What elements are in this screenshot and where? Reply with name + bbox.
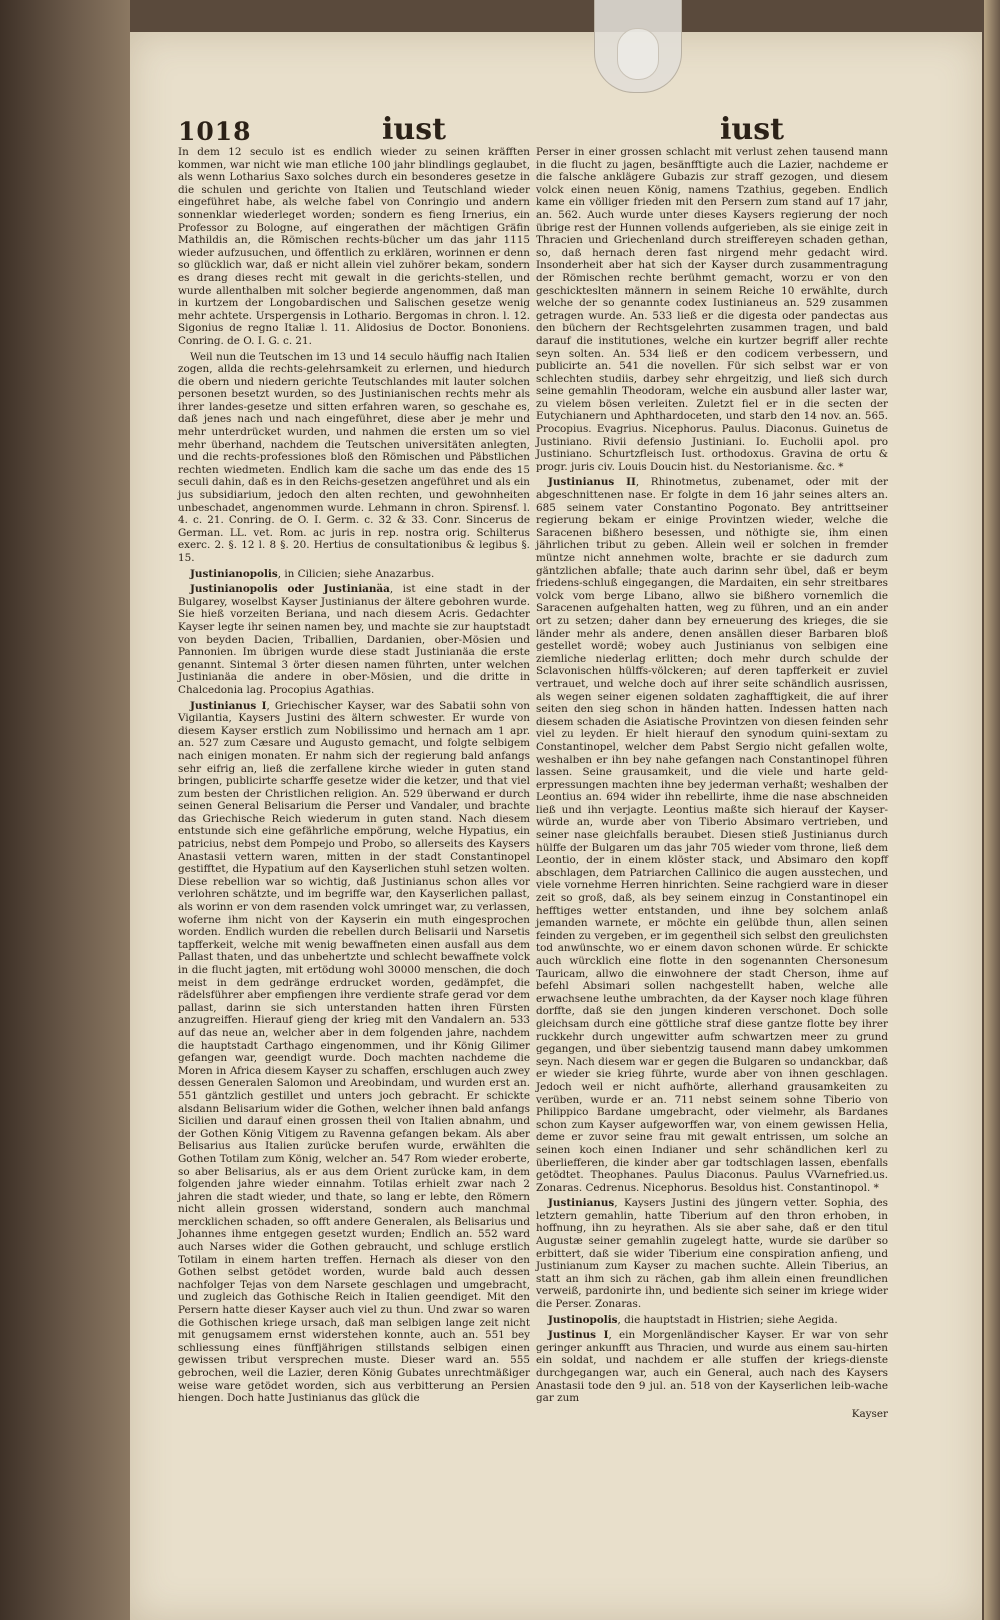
page-clip <box>594 0 682 93</box>
dictionary-entry: Justinianopolis oder Justinianäa, ist eine stadt in der Bulgarey, woselbst Kayser Justinianus der ältere gebohren wurde. Sie hieß vorzeiten Beriana, und nach diesem Acris. Gedachter Kayser legte ihr seinen namen bey, und machte sie zur hauptstadt von beyden Dacien, Triballien, Dardanien, ober-Mösien und Pannonien. Im übrigen wurde diese stadt Justinianäa die erste genannt. Sintemal 3 örter diesen namen führten, unter welchen Justinianäa die andere in ober-Mösien, und die dritte in Chalcedonia lag. Procopius Agathias. <box>178 583 530 696</box>
catchword: Kayser <box>851 1407 888 1420</box>
dictionary-entry: Justinianus, Kaysers Justini des jüngern vetter. Sophia, des letztern gemahlin, hatte Tiberium auf den thron erhoben, in hoffnung, ihn zu heyrathen. Als sie aber sahe, daß er den titul Augustæ seiner gemahlin zugelegt hatte, wurde sie darüber so erbittert, daß sie wider Tiberium eine conspiration anfieng, und Justinianum zum Kayser zu machen suchte. Allein Tiberius, an statt an ihm sich zu rächen, gab ihm allein einen freundlichen verweiß, pardonirte ihn, und bediente sich seiner im kriege wider die Perser. Zonaras. <box>536 1197 888 1311</box>
text-column-left <box>178 146 530 1408</box>
entry-heading: Justinianopolis <box>190 567 278 580</box>
dictionary-entry: Justinianus I, Griechischer Kayser, war des Sabatii sohn von Vigilantia, Kaysers Justini des ältern schwester. Er wurde von diesem Kayser erstlich zum Nobilissimo und hernach am 1 apr. an. 527 zum Cæsare und Augusto gemacht, und folgte selbigem nach einigen monaten. Er nahm sich der regierung bald anfangs sehr eifrig an, ließ die zerfallene kirche wieder in guten stand bringen, publicirte scharffe gesetze wider die ketzer, und that viel zum besten der Christlichen religion. An. 529 überwand er durch seinen General Belisarium die Perser und Vandaler, und brachte das Griechische Reich wiederum in guten stand. Nach diesem entstunde sich eine gefährliche empörung, welche Hypatius, ein patricius, nebst dem Pompejo und Probo, so allerseits des Kaysers Anastasii vettern waren, mitten in der stadt Constantinopel gestifftet, die Hypatium auf den Kayserlichen stuhl setzen wolten. Diese rebellion war so wichtig, daß Justinianus schon alles vor verlohren schätzte, und im begriffe war, den Kayserlichen pallast, als worinn er von dem rasenden volck umringet war, zu verlassen, woferne ihm nicht von der Kayserin ein muth eingesprochen worden. Endlich wurden die rebellen durch Belisarii und Narsetis tapfferkeit, welche mit wenig bewaffneten einen ausfall aus dem Pallast thaten, und das unbehertzte und schlecht bewaffnete volck in die flucht jagten, mit ertödung wohl 30000 menschen, die doch meist in dem gedränge erdrucket worden, gedämpfet, die rädelsführer aber empfiengen ihre verdiente strafe gerad vor dem pallast, darinn sie sich unterstanden hatten ihren Fürsten anzugreiffen. Hierauf gieng der krieg mit den Vandalern an. 533 auf das neue an, welcher aber in dem folgenden jahre, nachdem die hauptstadt Carthago eingenommen, und ihr König Gilimer gefangen war, geendigt wurde. Doch machten nachdeme die Moren in Africa diesem Kayser zu schaffen, erschlugen auch zwey dessen Generalen Salomon und Areobindam, und wurden erst an. 551 gäntzlich gestillet und unters joch gebracht. Er schickte alsdann Belisarium wider die Gothen, welcher ihnen bald anfangs Sicilien und darauf einen grossen theil von Italien abnahm, und der Gothen König Vitigem zu Ravenna gefangen bekam. Als aber Belisarius aus Italien zurücke berufen wurde, erwählten die Gothen Totilam zum König, welcher an. 547 Rom wieder eroberte, so aber Belisarius, als er aus dem Orient zurücke kam, in dem folgenden jahre wieder einnahm. Totilas erhielt zwar nach 2 jahren die stadt wieder, und thate, so lang er lebte, den Römern nicht allein grossen widerstand, sondern auch manchmal mercklichen schaden, so offt andere Generalen, als Belisarius und Johannes ihme entgegen gesetzt wurden; Endlich an. 552 ward auch Narses wider die Gothen gebraucht, und schluge erstlich Totilam in einem harten treffen. Hernach als dieser von den Gothen selbst getödet worden, wurde bald auch dessen nachfolger Tejas von dem Narsete geschlagen und umgebracht, und zugleich das Gothische Reich in Italien geendiget. Mit den Persern hatte dieser Kayser auch viel zu thun. Und zwar so waren die Gothischen kriege ursach, daß man selbigen lange zeit nicht mit genugsamem ernst widerstehen konnte, auch an. 551 bey schliessung eines fünffjährigen stillstands selbigen einen gewissen tribut versprechen muste. Dieser ward an. 555 gebrochen, weil die Lazier, deren König Gubates unrechtmäßiger weise ware getödet worden, sich aus verbitterung an Persien hiengen. Doch hatte Justinianus das glück die <box>178 699 530 1405</box>
entry-heading: Justinus I <box>548 1329 609 1342</box>
paragraph: Weil nun die Teutschen im 13 und 14 seculo häuffig nach Italien zogen, allda die rechts-gelehrsamkeit zu erlernen, und hiedurch die obern und niedern gerichte Teutschlandes mit lauter solchen personen besetzt wurden, so des Justinianischen rechts mehr als ihrer landes-gesetze und sitten erfahren waren, so geschahe es, daß jenes nach und nach eingeführet, diese aber je mehr und mehr unterdrücket wurden, und nahmen die ersten um so viel mehr überhand, nachdem die Teutschen universitäten anlegten, und die rechts-professiones bloß den Römischen und Päbstlichen rechten wiedmeten. Endlich kam die sache um das ende des 15 seculi dahin, daß es in den Reichs-gesetzen angeführet und als ein jus subsidiarium, jedoch den alten rechten, und gewohnheiten unbeschadet, angenommen wurde. Lehmann in chron. Spirensf. l. 4. c. 21. Conring. de O. I. Germ. c. 32 & 33. Conr. Sincerus de German. LL. vet. Rom. ac juris in rep. nostra orig. Schilterus exerc. 2. §. 12 l. 8 §. 20. Hertius de consultationibus & legibus §. 15. <box>178 350 530 564</box>
dictionary-entry: Justinus I, ein Morgenländischer Kayser. Er war von sehr geringer ankunfft aus Thracien, und wurde aus einem sau-hirten ein soldat, und nachdem er alle stuffen der kriegs-dienste durchgegangen war, auch ein General, auch nach des Kaysers Anastasii tode den 9 jul. an. 518 von der Kayserlichen leib-wache gar zum <box>536 1329 888 1405</box>
text-column-right <box>536 146 888 1423</box>
paragraph: Perser in einer grossen schlacht mit verlust zehen tausend mann in die flucht zu jagen, besänfftigte auch die Lazier, nachdeme er die falsche anklägere Gubazis zur straff gezogen, und diesem volck einen neuen König, namens Tzathius, gegeben. Endlich kame ein völliger frieden mit den Persern zum stand auf 17 jahr, an. 562. Auch wurde unter dieses Kaysers regierung der noch übrige rest der Hunnen vollends aufgerieben, als sie einige zeit in Thracien und Griechenland durch streiffereyen schaden gethan, so, daß hernach deren fast nirgend mehr gedacht wird. Insonderheit aber hat sich der Kayser durch zusammentragung der Römischen rechte berühmt gemacht, worzu er von den geschickteslten männern in seinem Reiche 10 erwählte, durch welche der so genannte codex Iustinianeus an. 529 zusammen getragen wurde. An. 533 ließ er die digesta oder pandectas aus den büchern der Rechtsgelehrten zusammen tragen, und bald darauf die institutiones, welche ein kurtzer begriff aller rechte seyn solten. An. 534 ließ er den codicem verbessern, und publicirte an. 541 die novellen. Für sich selbst war er von schlechten studiis, darbey sehr ehrgeitzig, und ließ sich durch seine gemahlin Theodoram, welche ein ausbund aller laster war, zu vielem bösen verleiten. Zuletzt fiel er in die secten der Eutychianern und Aphthardoceten, und starb den 14 nov. an. 565. Procopius. Evagrius. Nicephorus. Paulus. Diaconus. Guinetus de Justiniano. Rivii defensio Justiniani. Io. Eucholii apol. pro Justiniano. Schurtzfleisch Iust. orthodoxus. Gravina de ortu & progr. juris civ. Louis Doucin hist. du Nestorianisme. &c. * <box>536 146 888 473</box>
dictionary-entry: Justinianus II, Rhinotmetus, zubenamet, oder mit der abgeschnittenen nase. Er folgte in dem 16 jahr seines alters an. 685 seinem vater Constantino Pogonato. Bey antrittseiner regierung bekam er einige Provintzen wieder, welche die Saracenen bißhero besessen, und nöthigte sie, ihm einen jährlichen tribut zu geben. Allein weil er solchen in fremder müntze nicht annehmen wolte, brachte er sie dadurch zum gäntzlichen abfalle; thate auch darinn sehr übel, daß er beym friedens-schluß eingegangen, die Mardaiten, ein sehr streitbares volck vom berge Libano, allwo sie bißhero vornemlich die Saracenen aufgehalten hatten, weg zu führen, und an ein ander ort zu setzen; daher dann bey erneuerung des krieges, die sie länder mehr als andere, denen ansällen dieser Barbaren bloß gestellet wordë; wobey auch Justinianus von selbigen eine ziemliche niederlag erlitten; doch mehr durch schulde der Sclavonischen hülffs-völckeren; auf deren tapfferkeit er zuviel vertrauet, und welche doch auf ihrer seite schändlich ausrissen, als wegen seiner eigenen soldaten zaghafftigkeit, die auf ihrer seiten den sieg schon in händen hatten. Indessen hatten nach diesem schaden die Asiatische Provintzen von diesen feinden sehr viel zu leyden. Er hielt hierauf den synodum quini-sextam zu Constantinopel, welcher dem Pabst Sergio nicht gefallen wolte, weshalben er ihn bey nahe gefangen nach Constantinopel führen lassen. Seine grausamkeit, und die viele und harte geld-erpressungen machten ihne bey jederman verhaßt; weshalben der Leontius an. 694 wider ihn rebellirte, ihme die nase abschneiden ließ und ihn verjagte. Leontius maßte sich hierauf der Kayser-würde an, wurde aber von Tiberio Absimaro vertrieben, und seiner nase gleichfalls beraubet. Diesen stieß Justinianus durch hülffe der Bulgaren um das jahr 705 wieder vom throne, ließ dem Leontio, der in einem klöster stack, und Absimaro den kopff abschlagen, dem Patriarchen Callinico die augen ausstechen, und viele vornehme Herren hinrichten. Seine rachgierd ware in dieser zeit so groß, daß, als bey seinem einzug in Constantinopel ein hefftiges wetter entstanden, und ihne bey solchem anlaß jemanden warnete, er möchte ein gelübde thun, allen seinen feinden zu vergeben, er im gegentheil sich selbst den greulichsten tod anwünschte, wo er einem davon schonen würde. Er schickte auch würcklich eine flotte in den sogenannten Chersonesum Tauricam, allwo die einwohnere der stadt Cherson, ihme auf befehl Absimari sollen nachgestellt haben, welche alle erwachsene leuthe umbrachten, da der Kayser noch klage führen dorffte, daß sie den jungen kinderen verschonet. Doch solle gleichsam durch eine göttliche straf diese gantze flotte bey ihrer ruckkehr durch ungewitter aufm schwartzen meer zu grund gegangen, und über siebentzig tausend mann dabey umkommen seyn. Nach diesem war er gegen die Bulgaren so undanckbar, daß er wieder sie krieg führte, wurde aber von ihnen geschlagen. Jedoch weil er nicht aufhörte, allerhand grausamkeiten zu verüben, wurde er an. 711 nebst seinem sohne Tiberio von Philippico Bardane umgebracht, oder vielmehr, als Bardanes schon zum Kayser aufgeworffen war, von einem gewissen Helia, deme er zuvor seine frau mit gewalt entrissen, um solche an seinen koch einen Indianer und sehr schändlichen kerl zu überliefferen, die kinder aber gar todtschlagen lassen, ebenfalls getödtet. Theophanes. Paulus Diaconus. Paulus VVarnefried.us. Zonaras. Cedrenus. Nicephorus. Besoldus hist. Constantinopol. * <box>536 476 888 1194</box>
entry-heading: Justinopolis <box>548 1313 618 1326</box>
dictionary-entry: Justinopolis, die hauptstadt in Histrien; siehe Aegida. <box>548 1313 838 1326</box>
entry-heading: Justinianus <box>548 1197 615 1210</box>
dictionary-entry: Justinianopolis, in Cilicien; siehe Anazarbus. <box>190 567 435 580</box>
entry-heading: Justinianus II <box>548 476 636 489</box>
scanner-edge-right <box>984 0 1000 1620</box>
running-header-right: iust <box>720 112 784 147</box>
entry-heading: Justinianopolis oder Justinianäa <box>190 583 390 596</box>
page-clip-hole <box>617 28 659 80</box>
page-number: 1018 <box>178 117 252 146</box>
scanner-edge-left <box>0 0 130 1620</box>
running-header-left: iust <box>382 112 446 147</box>
paragraph: In dem 12 seculo ist es endlich wieder zu seinen kräfften kommen, war nicht wie man etliche 100 jahr blindlings geglaubet, als wenn Lotharius Saxo solches durch ein besonderes gesetze in die schulen und gerichte von Italien und Teutschland wieder eingeführet habe, als welche fabel von Conringio und andern sonnenklar wiederleget worden; sondern es fieng Irnerius, ein Professor zu Bologne, auf eingerathen der mächtigen Gräfin Mathildis an, die Römischen rechts-bücher um das jahr 1115 wieder aufzusuchen, und öffentlich zu erklären, worinnen er denn so glücklich war, daß er nicht allein viel zuhörer bekam, sondern es drang dieses recht mit gewalt in die gerichts-stellen, und wurde allenthalben mit solcher begierde angenommen, daß man in kurtzem der Longobardischen und Salischen gesetze wenig mehr achtete. Urspergensis in Lothario. Bergomas in chron. l. 12. Sigonius de regno Italiæ l. 11. Alidosius de Doctor. Bononiens. Conring. de O. I. G. c. 21. <box>178 146 530 347</box>
entry-heading: Justinianus I <box>190 699 267 712</box>
